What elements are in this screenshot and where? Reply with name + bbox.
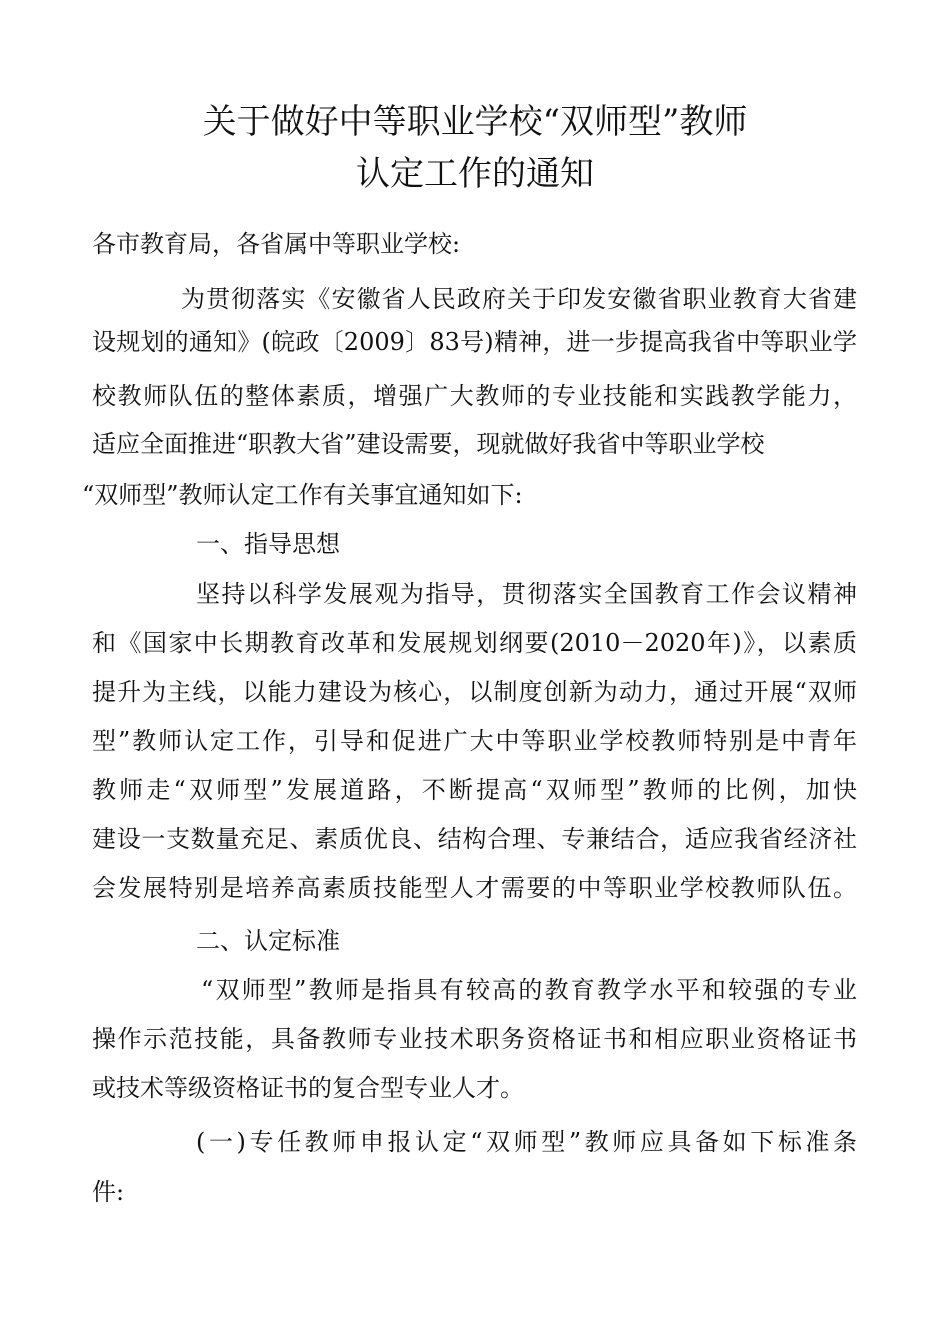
- body-line: “双师型”教师认定工作有关事宜通知如下:: [82, 481, 523, 509]
- salutation: 各市教育局，各省属中等职业学校:: [92, 230, 461, 258]
- body-line: 教师走“双师型”发展道路，不断提高“双师型”教师的比例，加快: [92, 776, 857, 804]
- body-line: 坚持以科学发展观为指导，贯彻落实全国教育工作会议精神: [196, 580, 857, 608]
- body-line: 为贯彻落实《安徽省人民政府关于印发安徽省职业教育大省建: [181, 285, 857, 313]
- body-line: 和《国家中长期教育改革和发展规划纲要(2010－2020年)》，以素质: [92, 629, 857, 657]
- body-line: 设规划的通知》(皖政〔2009〕83号)精神，进一步提高我省中等职业学: [92, 328, 857, 356]
- document-title-line-2: 认定工作的通知: [356, 154, 594, 194]
- body-line: “双师型”教师是指具有较高的教育教学水平和较强的专业: [201, 976, 857, 1004]
- section-heading: 二、认定标准: [196, 927, 340, 955]
- document-title-line-1: 关于做好中等职业学校“双师型”教师: [202, 102, 748, 142]
- body-line: 型”教师认定工作，引导和促进广大中等职业学校教师特别是中青年: [92, 727, 857, 755]
- body-line: 会发展特别是培养高素质技能型人才需要的中等职业学校教师队伍。: [92, 874, 857, 902]
- body-line: 适应全面推进“职教大省”建设需要，现就做好我省中等职业学校: [92, 430, 765, 458]
- body-line: (一)专任教师申报认定“双师型”教师应具备如下标准条: [196, 1128, 857, 1156]
- section-heading: 一、指导思想: [196, 530, 340, 558]
- body-line: 建设一支数量充足、素质优良、结构合理、专兼结合，适应我省经济社: [92, 825, 857, 853]
- body-line: 或技术等级资格证书的复合型专业人才。: [92, 1074, 524, 1102]
- body-line: 件:: [92, 1178, 125, 1206]
- body-line: 提升为主线，以能力建设为核心，以制度创新为动力，通过开展“双师: [92, 678, 857, 706]
- body-line: 操作示范技能，具备教师专业技术职务资格证书和相应职业资格证书: [92, 1025, 857, 1053]
- body-line: 校教师队伍的整体素质，增强广大教师的专业技能和实践教学能力，: [92, 382, 857, 410]
